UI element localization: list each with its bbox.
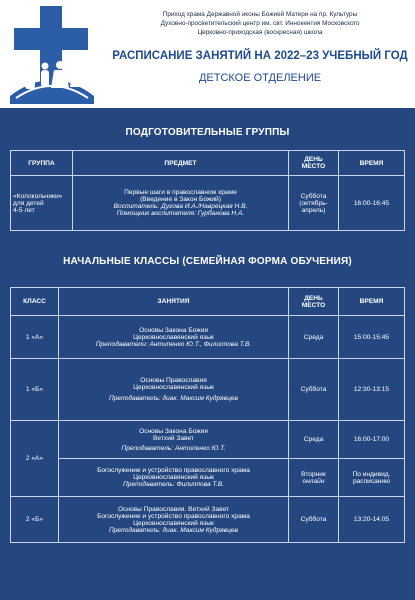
group-name: «Колокольчики» — [13, 192, 63, 200]
day-cell: Среда — [289, 316, 339, 359]
lessons-cell — [59, 497, 289, 543]
header-class: КЛАСС — [11, 288, 59, 316]
teacher-line: Преподаватель: диак. Максим Кудрявцев — [108, 395, 238, 402]
teacher-line: Преподаватель: Антипенко Ю.Т. — [121, 444, 226, 452]
org-line-1: Приход храма Державной иконы Божией Матери на пр. Культуры — [162, 11, 358, 18]
lesson-line: Богослужение и устройство православного храма — [97, 512, 250, 520]
time-cell: 16:00-16:45 — [339, 176, 405, 231]
table-row — [11, 497, 405, 543]
header-day: ДЕНЬ — [304, 156, 323, 163]
header-place: МЕСТО — [301, 301, 326, 309]
day-value: Суббота — [300, 192, 327, 200]
lessons-cell — [59, 459, 289, 497]
day-cell — [289, 176, 339, 231]
subject-assistant: Помощник воспитателя: Гурбанова Н.А. — [116, 210, 245, 217]
day-value: Вторник — [301, 470, 326, 478]
class-cell: 1 «Б» — [11, 359, 59, 421]
header-day-place — [289, 151, 339, 176]
place-value: онлайн — [302, 477, 325, 485]
header-time: ВРЕМЯ — [339, 151, 405, 176]
table-row — [11, 316, 405, 359]
class-cell: 2 «А» — [11, 421, 59, 497]
group-age-line-1: для детей — [13, 199, 44, 207]
subject-cell — [73, 176, 289, 231]
teacher-line: Преподаватель: диак. Максим Кудрявцев — [108, 526, 238, 534]
lesson-line: Церковнославянский язык — [133, 384, 214, 391]
lesson-line: Церковнославянский язык — [133, 333, 214, 341]
class-cell: 1 «А» — [11, 316, 59, 359]
table-row — [11, 359, 405, 421]
primary-classes-table — [10, 287, 405, 543]
header-day-place — [289, 288, 339, 316]
lesson-line: Основы Закона Божия — [139, 326, 208, 334]
lessons-cell — [59, 359, 289, 421]
time-cell: 16:00-17:00 — [339, 421, 405, 459]
group-cell — [11, 176, 73, 231]
lessons-cell — [59, 421, 289, 459]
primary-classes-title: НАЧАЛЬНЫЕ КЛАССЫ (СЕМЕЙНАЯ ФОРМА ОБУЧЕНИЯ) — [63, 256, 352, 267]
lesson-line: Церковнославянский язык — [133, 519, 214, 527]
header-day: ДЕНЬ — [304, 294, 323, 302]
subject-teacher: Воспитатель: Дугова И.А./Наврецкая Н.В. — [113, 203, 248, 210]
teacher-line: Преподаватель: Филиппова Т.В. — [123, 481, 224, 488]
header-subject: ПРЕДМЕТ — [73, 151, 289, 176]
lesson-line: Основы Православия. Ветхий Завет — [117, 505, 230, 513]
table-row — [11, 421, 405, 459]
prep-groups-title: ПОДГОТОВИТЕЛЬНЫЕ ГРУППЫ — [125, 127, 290, 138]
time-cell — [339, 459, 405, 497]
lesson-line: Церковнославянский язык — [133, 474, 214, 481]
time-line-2: расписанию — [352, 477, 391, 485]
day-cell: Суббота — [289, 497, 339, 543]
schedule-title: РАСПИСАНИЕ ЗАНЯТИЙ НА 2022–23 УЧЕБНЫЙ ГОД — [112, 50, 408, 62]
header-group: ГРУППА — [11, 151, 73, 176]
header — [0, 0, 415, 108]
header-time: ВРЕМЯ — [339, 288, 405, 316]
day-cell: Суббота — [289, 359, 339, 421]
teacher-line: Преподаватели: Антипенко Ю.Т., Филиппова Т.В. — [95, 340, 252, 348]
table-row — [11, 459, 405, 497]
lesson-line: Ветхий Завет — [153, 434, 194, 442]
class-cell: 2 «Б» — [11, 497, 59, 543]
table-header-row — [11, 288, 405, 316]
lesson-line: Богослужение и устройство православного храма — [97, 467, 250, 474]
lessons-cell — [59, 316, 289, 359]
time-cell: 12:30-13:15 — [339, 359, 405, 421]
time-cell: 15:00-15:45 — [339, 316, 405, 359]
department-subtitle: ДЕТСКОЕ ОТДЕЛЕНИЕ — [198, 72, 322, 84]
table-row — [11, 176, 405, 231]
subject-subtitle: (Введение в Закон Божий) — [140, 196, 221, 203]
subject-name: Первые шаги в православном храме — [124, 189, 237, 196]
org-line-3: Церковно-приходская (воскресная) школа — [197, 29, 323, 36]
day-cell: Среда — [289, 421, 339, 459]
lesson-line: Основы Православия — [140, 377, 207, 384]
time-line-1: По индивид. — [352, 470, 391, 478]
period-line-2: апрель) — [301, 206, 326, 214]
prep-groups-table — [10, 150, 405, 231]
org-line-2: Духовно-просветительский центр им. свт. Иннокентия Московского — [160, 20, 360, 27]
church-family-logo-icon — [10, 6, 94, 104]
period-line-1: (октябрь- — [299, 199, 328, 207]
lesson-line: Основы Закона Божия — [139, 427, 208, 435]
group-age-line-2: 4-5 лет — [13, 206, 35, 214]
header-place: МЕСТО — [301, 163, 326, 170]
header-lessons: ЗАНЯТИЯ — [59, 288, 289, 316]
day-cell — [289, 459, 339, 497]
organization-info — [110, 10, 410, 37]
time-cell: 13:20-14:05 — [339, 497, 405, 543]
table-header-row — [11, 151, 405, 176]
